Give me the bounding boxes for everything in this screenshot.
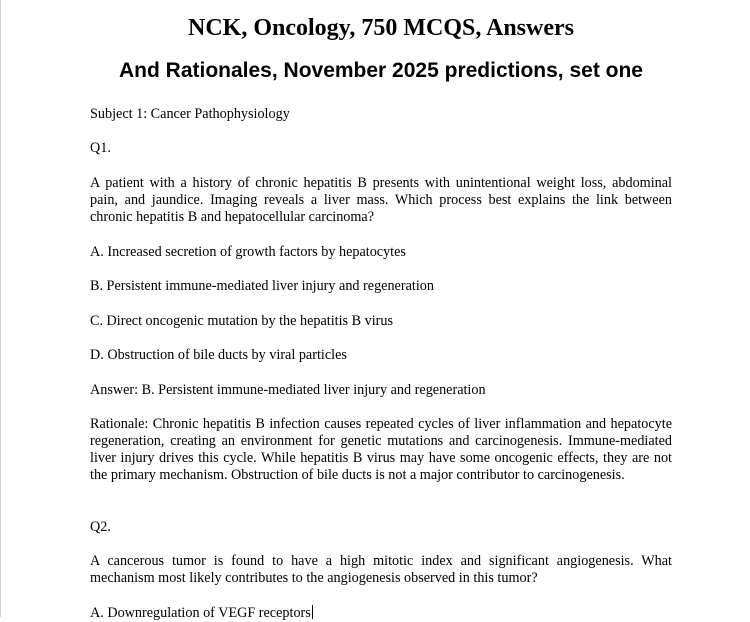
option-a	[90, 605, 672, 622]
document-title-line-1: NCK, Oncology, 750 MCQS, Answers	[187, 15, 574, 41]
option-c: C. Direct oncogenic mutation by the hepatitis B virus	[90, 313, 394, 329]
rationale-paragraph: Rationale: Chronic hepatitis B infection causes repeated cycles of liver inflammation and hepatocyte regeneration, creating an environment for genetic mutations and carcinogenesis. Immune-mediated liver injury drives this cycle. While hepatitis B virus may have some oncogenic effects, they are not the primary mechanism. Obstruction of bile ducts is not a major contributor to carcinogenesis.	[90, 416, 672, 483]
question-stem: A cancerous tumor is found to have a high mitotic index and significant angiogenesis. What mechanism most likely contributes to the angiogenesis observed in this tumor?	[90, 553, 672, 586]
option-a: A. Increased secretion of growth factors by hepatocytes	[90, 244, 406, 260]
option-d: D. Obstruction of bile ducts by viral particles	[90, 347, 347, 363]
option-b: B. Persistent immune-mediated liver injury and regeneration	[90, 278, 434, 294]
question-stem: A patient with a history of chronic hepatitis B presents with unintentional weight loss, abdominal pain, and jaundice. Imaging reveals a liver mass. Which process best explains the link between chronic hepatitis B and hepatocellular carcinoma?	[90, 175, 672, 225]
subject-heading: Subject 1: Cancer Pathophysiology	[90, 106, 290, 122]
page-left-edge	[0, 0, 1, 617]
option-a-text: A. Downregulation of VEGF receptors	[90, 605, 311, 621]
answer-line: Answer: B. Persistent immune-mediated liver injury and regeneration	[90, 382, 486, 398]
question-number: Q1.	[90, 140, 111, 156]
question-number: Q2.	[90, 519, 111, 535]
document-title-line-2: And Rationales, November 2025 predictions, set one	[119, 59, 643, 82]
